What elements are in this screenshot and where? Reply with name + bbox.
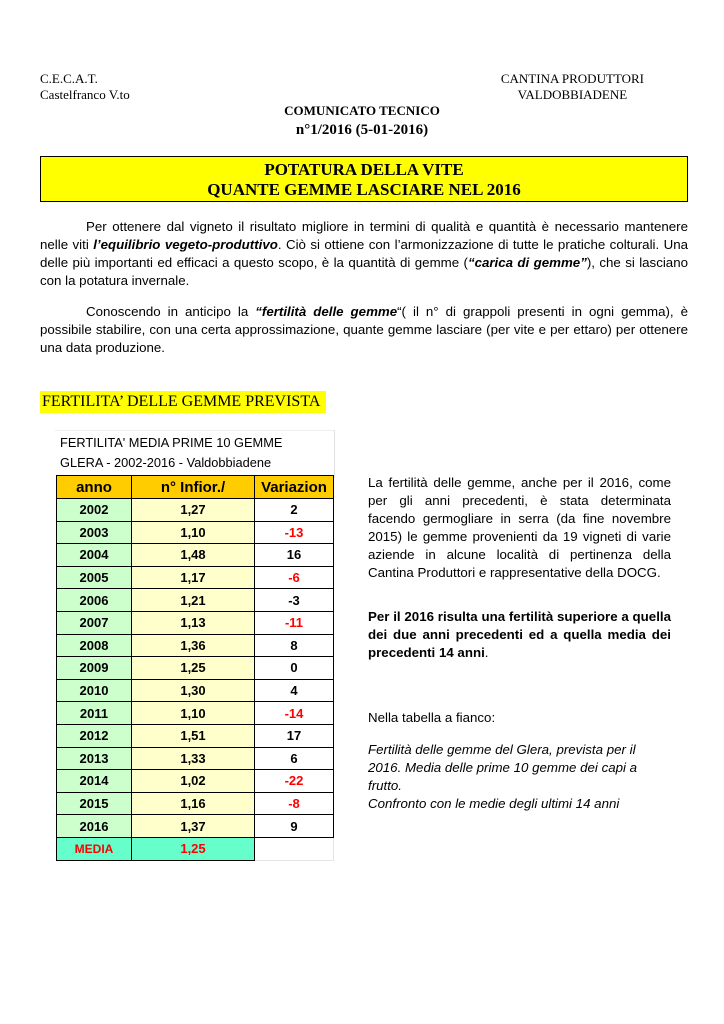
intro-paragraph-1 <box>40 218 688 290</box>
cell-variazione: 9 <box>255 815 334 838</box>
media-empty-cell <box>255 837 334 860</box>
cell-variazione: -22 <box>255 770 334 793</box>
cell-variazione: 0 <box>255 657 334 680</box>
cell-anno: 2013 <box>57 747 132 770</box>
table-row <box>57 770 334 793</box>
cell-infior: 1,25 <box>132 657 255 680</box>
comunicato-label: COMUNICATO TECNICO <box>284 103 440 118</box>
table-row <box>57 611 334 634</box>
cell-infior: 1,02 <box>132 770 255 793</box>
table-row <box>57 702 334 725</box>
table-row <box>57 657 334 680</box>
table-row <box>57 815 334 838</box>
intro-p2-text-a: Conoscendo in anticipo la <box>86 304 256 319</box>
cell-anno: 2016 <box>57 815 132 838</box>
table-row <box>57 521 334 544</box>
intro-paragraph-2 <box>40 303 688 357</box>
cell-variazione: -3 <box>255 589 334 612</box>
cell-variazione: -11 <box>255 611 334 634</box>
side-paragraph-2 <box>368 608 671 662</box>
cell-infior: 1,16 <box>132 792 255 815</box>
cell-anno: 2008 <box>57 634 132 657</box>
cell-anno: 2004 <box>57 544 132 567</box>
cell-infior: 1,48 <box>132 544 255 567</box>
comunicato-block <box>0 103 724 140</box>
table-row <box>57 792 334 815</box>
cell-variazione: -14 <box>255 702 334 725</box>
cell-anno: 2012 <box>57 724 132 747</box>
intro-p1-text-a: Per ottenere dal vigneto il risultato migliore in termini di qualità e quantità è necessario mantenere nelle viti <box>40 219 688 252</box>
table-row <box>57 544 334 567</box>
fertility-table <box>56 475 334 861</box>
table-row <box>57 679 334 702</box>
cell-variazione: 6 <box>255 747 334 770</box>
col-header-anno: anno <box>57 476 132 499</box>
table-row <box>57 566 334 589</box>
media-label: MEDIA <box>57 837 132 860</box>
intro-p1-text-b: . Ciò si ottiene con l’armonizzazione di tutte le pratiche colturali. Una delle più importanti ed efficaci a questo scopo, è la quantità di gemme ( <box>40 237 689 270</box>
table-row <box>57 724 334 747</box>
side-p2-end: . <box>484 645 489 660</box>
title-box <box>40 156 688 202</box>
header-org-left <box>40 71 130 103</box>
table-subtitle-1: FERTILITA' MEDIA PRIME 10 GEMME <box>60 435 283 450</box>
intro-p1-emphasis: l’equilibrio vegeto-produttivo <box>93 237 278 252</box>
cell-infior: 1,17 <box>132 566 255 589</box>
cell-infior: 1,13 <box>132 611 255 634</box>
cell-infior: 1,10 <box>132 702 255 725</box>
table-row <box>57 589 334 612</box>
intro-p2-text-b: “( il n° di grappoli presenti in ogni gemma), è possibile stabilire, con una certa approssimazione, quante gemme lasciare (per vite e per ettaro) per ottenere una data produzione. <box>40 304 689 355</box>
media-value: 1,25 <box>132 837 255 860</box>
col-header-variazione: Variazion <box>255 476 334 499</box>
side-paragraph-4: Fertilità delle gemme del Glera, prevista per il 2016. Media delle prime 10 gemme dei capi a frutto. <box>368 742 638 793</box>
cell-anno: 2007 <box>57 611 132 634</box>
cantina-location: VALDOBBIADENE <box>517 87 628 102</box>
cantina-name: CANTINA PRODUTTORI <box>500 71 644 86</box>
col-header-infior: n° Infior./ <box>132 476 255 499</box>
org-name: C.E.C.A.T. <box>40 71 98 86</box>
cell-anno: 2015 <box>57 792 132 815</box>
cell-variazione: -6 <box>255 566 334 589</box>
cell-infior: 1,27 <box>132 499 255 522</box>
cell-anno: 2003 <box>57 521 132 544</box>
cell-variazione: 16 <box>255 544 334 567</box>
cell-infior: 1,10 <box>132 521 255 544</box>
table-row <box>57 499 334 522</box>
cell-variazione: 8 <box>255 634 334 657</box>
header-org-right <box>501 71 644 103</box>
title-line-1: POTATURA DELLA VITE <box>264 160 464 179</box>
cell-anno: 2014 <box>57 770 132 793</box>
comunicato-number: n°1/2016 (5-01-2016) <box>295 122 429 138</box>
cell-infior: 1,21 <box>132 589 255 612</box>
table-media-row <box>57 837 334 860</box>
cell-variazione: -13 <box>255 521 334 544</box>
title-line-2: QUANTE GEMME LASCIARE NEL 2016 <box>207 180 521 199</box>
table-header-row <box>57 476 334 499</box>
intro-p1-text-c: ), che si lasciano con la potatura invernale. <box>40 255 688 288</box>
side-p2-text: Per il 2016 risulta una fertilità superiore a quella dei due anni precedenti ed a quella media dei precedenti 14 anni <box>368 609 671 660</box>
intro-p1-emphasis-2: “carica di gemme” <box>467 255 587 270</box>
table-subtitle-2: GLERA - 2002-2016 - Valdobbiadene <box>60 455 272 470</box>
table-row <box>57 747 334 770</box>
table-row <box>57 634 334 657</box>
cell-anno: 2006 <box>57 589 132 612</box>
cell-infior: 1,37 <box>132 815 255 838</box>
cell-variazione: -8 <box>255 792 334 815</box>
cell-variazione: 2 <box>255 499 334 522</box>
cell-anno: 2011 <box>57 702 132 725</box>
cell-infior: 1,51 <box>132 724 255 747</box>
side-paragraph-1: La fertilità delle gemme, anche per il 2016, come per gli anni precedenti, è stata determinata facendo germogliare in serra (da fine novembre 2015) le gemme provenienti da 19 vigneti di varie aziende in alcune località di pertinenza della Cantina Produttori e rappresentative della DOCG. <box>368 475 671 580</box>
cell-variazione: 4 <box>255 679 334 702</box>
section-heading: FERTILITA’ DELLE GEMME PREVISTA <box>40 391 326 413</box>
side-paragraph-5: Confronto con le medie degli ultimi 14 anni <box>368 796 620 811</box>
intro-p2-emphasis: “fertilità delle gemme <box>255 304 398 319</box>
cell-anno: 2010 <box>57 679 132 702</box>
org-location: Castelfranco V.to <box>40 87 130 102</box>
cell-infior: 1,30 <box>132 679 255 702</box>
side-paragraph-3: Nella tabella a fianco: <box>368 710 496 725</box>
cell-anno: 2002 <box>57 499 132 522</box>
cell-infior: 1,36 <box>132 634 255 657</box>
cell-anno: 2009 <box>57 657 132 680</box>
cell-anno: 2005 <box>57 566 132 589</box>
cell-variazione: 17 <box>255 724 334 747</box>
cell-infior: 1,33 <box>132 747 255 770</box>
